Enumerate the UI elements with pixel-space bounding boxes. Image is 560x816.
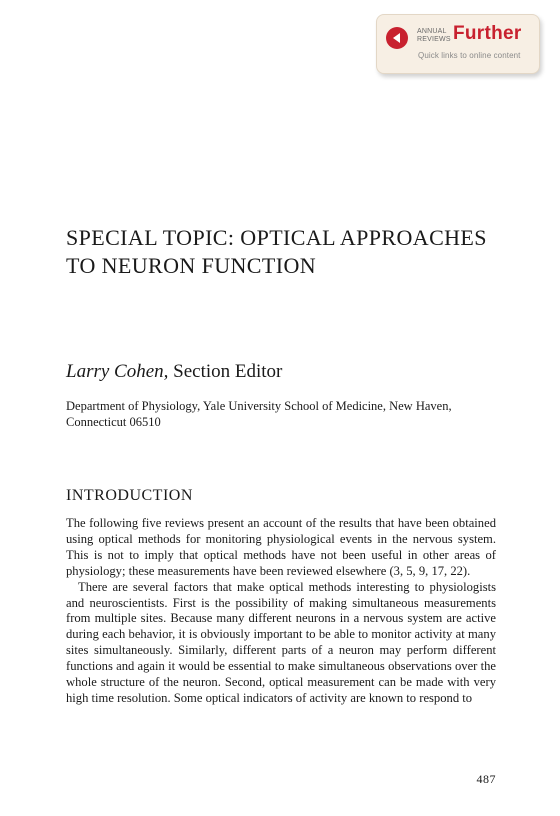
article-title: SPECIAL TOPIC: OPTICAL APPROACHES TO NEURON FUNCTION — [66, 225, 487, 278]
badge-publisher — [417, 28, 451, 44]
paragraph-2: There are several factors that make optical methods interesting to physiologists and neuroscientists. First is the possibility of making simultaneous measurements from multiple sites. Because many different neurons in a nervous system are active during each behavior, it is obviously important to be able to monitor activity at many sites simultaneously. Similarly, different parts of a neuron may perform different functions and again it would be essential to make simultaneous observations over the whole structure of the neuron. Second, optical measurement can be made with very high time resolution. Some optical indicators of activity are known to respond to — [66, 579, 496, 705]
section-editor — [66, 360, 282, 384]
further-badge[interactable] — [376, 14, 540, 74]
badge-brand: Further — [453, 23, 522, 44]
section-heading: INTRODUCTION — [66, 487, 193, 504]
editor-name: Larry Cohen, — [66, 361, 169, 382]
paragraph-1: The following five reviews present an account of the results that have been obtained using optical methods for monitoring physiological events in the nervous system. This is not to imply that optical methods have not been useful in other areas of physiology; these measurements have been reviewed elsewhere (3, 5, 9, 17, 22). — [66, 516, 496, 578]
affiliation: Department of Physiology, Yale University School of Medicine, New Haven, Connecticut 06510 — [66, 399, 452, 429]
badge-line1: ANNUAL — [417, 28, 447, 35]
page-number: 487 — [476, 772, 496, 786]
editor-role: Section Editor — [173, 361, 283, 382]
body-text — [66, 516, 496, 707]
badge-line2: REVIEWS — [417, 36, 451, 43]
back-arrow-icon — [386, 27, 408, 49]
badge-subtitle: Quick links to online content — [418, 51, 521, 60]
